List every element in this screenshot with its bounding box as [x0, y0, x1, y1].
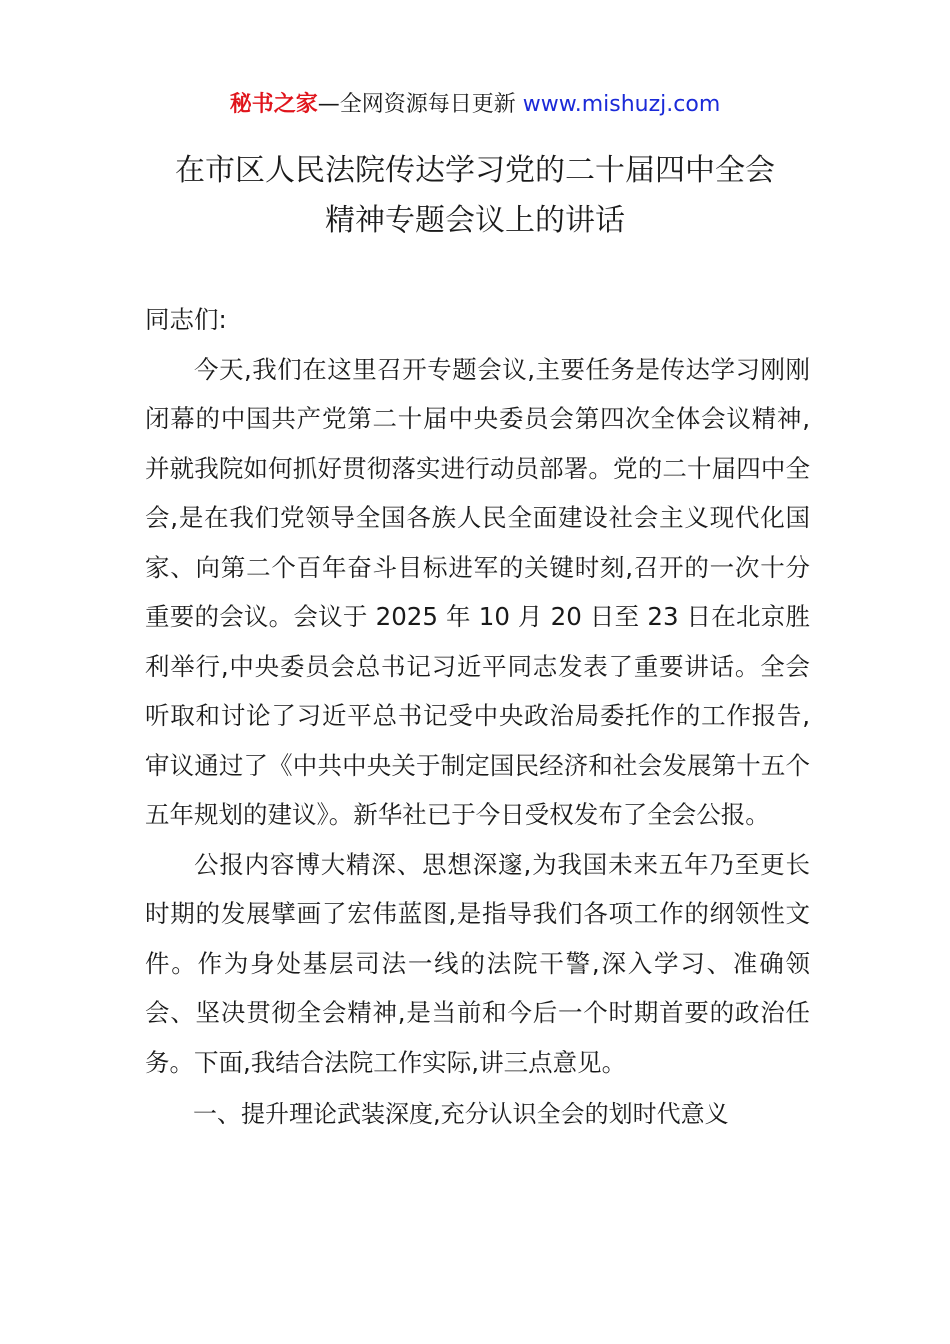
paragraph-2: 公报内容博大精深、思想深邃,为我国未来五年乃至更长时期的发展擘画了宏伟蓝图,是指导我们各项工作的纲领性文件。作为身处基层司法一线的法院干警,深入学习、准确领会、坚决贯彻全会精神,是当前和今后一个时期首要的政治任务。下面,我结合法院工作实际,讲三点意见。	[145, 849, 810, 1077]
site-name: 秘书之家	[229, 92, 318, 117]
site-slogan: —全网资源每日更新	[317, 92, 523, 117]
title-line-1: 在市区人民法院传达学习党的二十届四中全会	[175, 153, 775, 188]
salutation: 同志们:	[145, 305, 227, 334]
paragraph-1: 今天,我们在这里召开专题会议,主要任务是传达学习刚刚闭幕的中国共产党第二十届中央委员会第四次全体会议精神,并就我院如何抓好贯彻落实进行动员部署。党的二十届四中全会,是在我们党领导全国各族人民全面建设社会主义现代化国家、向第二个百年奋斗目标进军的关键时刻,召开的一次十分重要的会议。会议于 2025 年 10 月 20 日至 23 日在北京胜利举行,中央委员会总书记习近平同志发表了重要讲话。全会听取和讨论了习近平总书记受中央政治局委托作的工作报告,审议通过了《中共中央关于制定国民经济和社会发展第十五个五年规划的建议》。新华社已于今日受权发布了全会公报。	[145, 354, 810, 829]
document-body	[145, 295, 810, 1140]
document-title	[100, 146, 850, 246]
site-url-link[interactable]: www.mishuzj.com	[522, 92, 721, 117]
site-header	[0, 88, 950, 122]
title-line-2: 精神专题会议上的讲话	[325, 203, 625, 238]
section-heading-1: 一、提升理论武装深度,充分认识全会的划时代意义	[193, 1100, 729, 1128]
